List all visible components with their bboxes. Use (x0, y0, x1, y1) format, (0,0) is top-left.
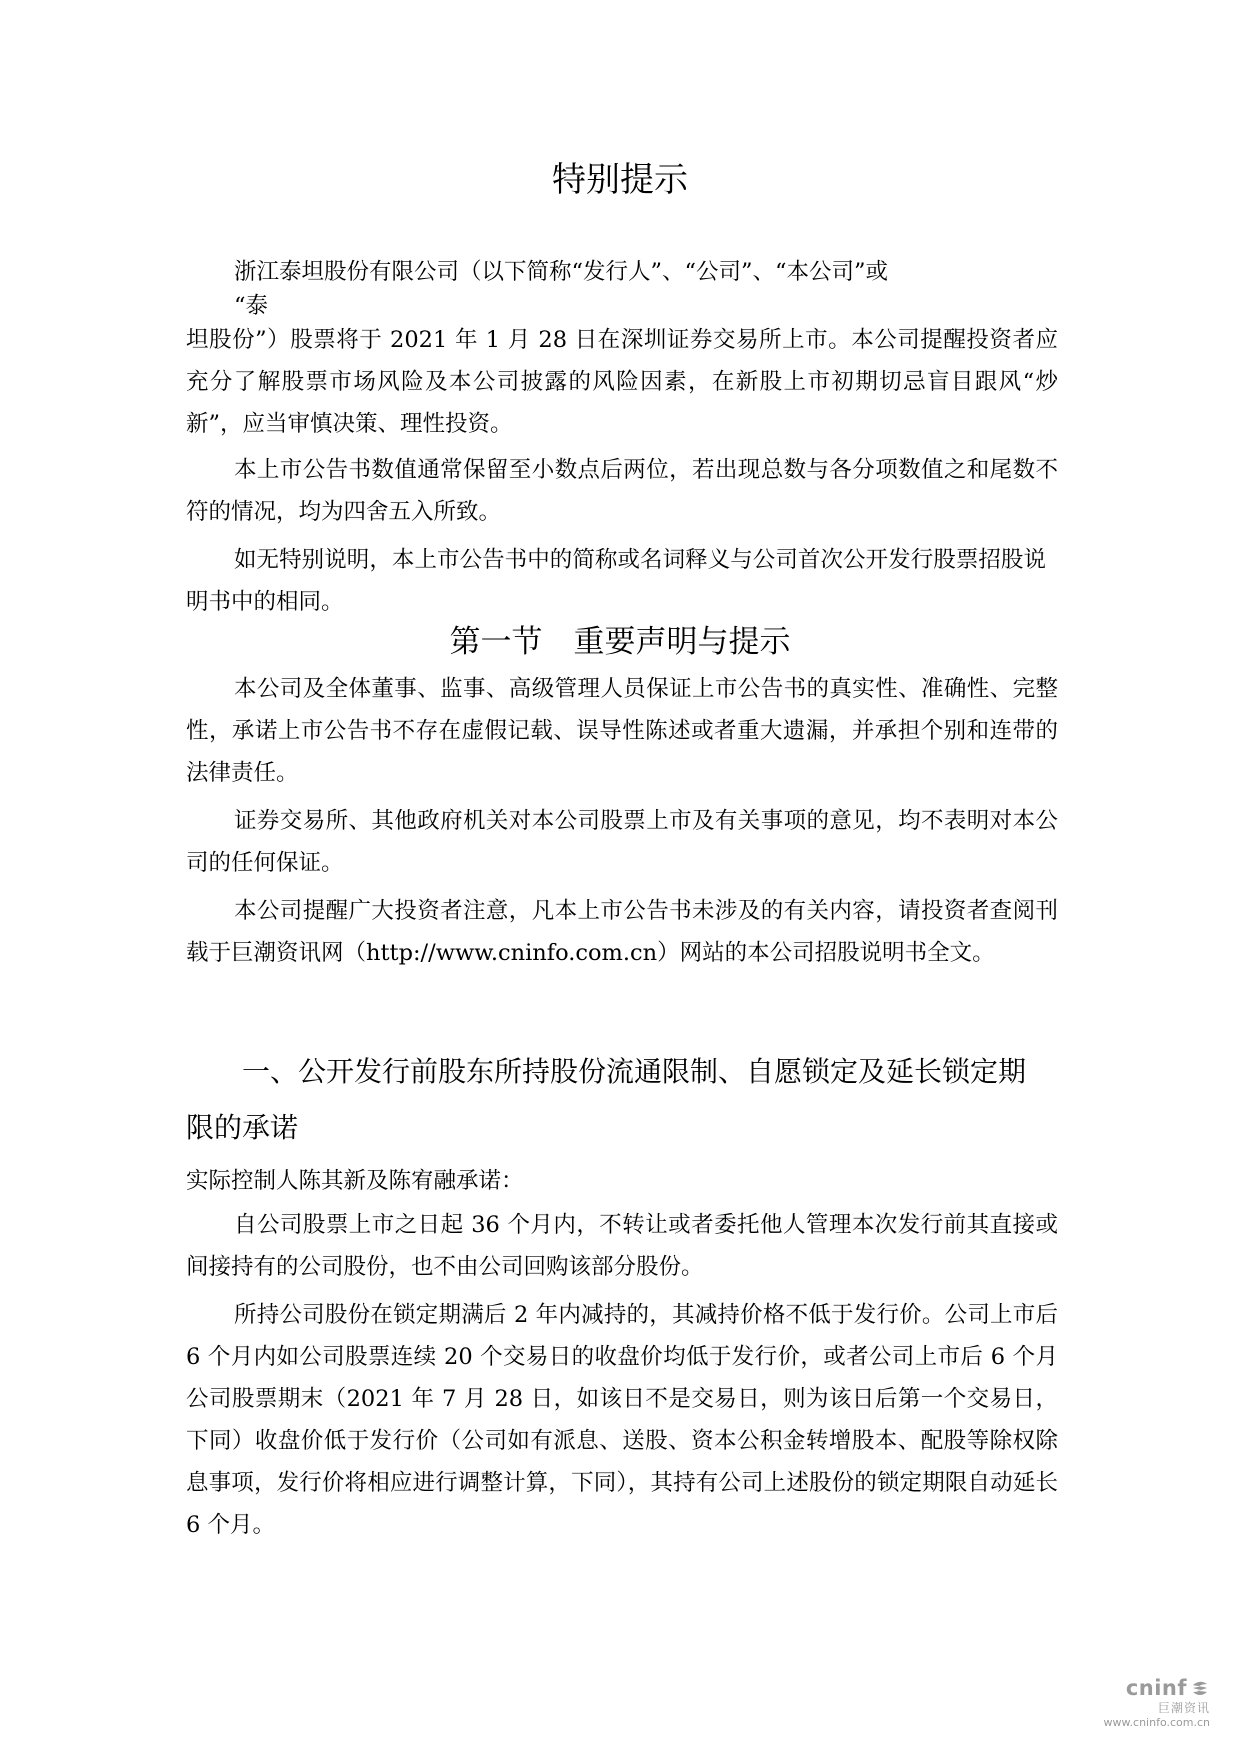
cninfo-swirl-icon (1190, 1678, 1210, 1698)
page-title: 特别提示 (552, 160, 688, 200)
subsection-paragraph-2: 所持公司股份在锁定期满后 2 年内减持的，其减持价格不低于发行价。公司上市后 6 个月内如公司股票连续 20 个交易日的收盘价均低于发行价，或者公司上市后 6 个月公司股票期末（2021 年 7 月 28 日，如该日不是交易日，则为该日后第一个交易日，下同）收盘价低于发行价（公司如有派息、送股、资本公积金转增股本、配股等除权除息事项，发行价将相应进行调整计算，下同），其持有公司上述股份的锁定期限自动延长 6 个月。 (186, 1302, 1058, 1538)
intro-paragraph-2: 本上市公告书数值通常保留至小数点后两位，若出现总数与各分项数值之和尾数不符的情况，均为四舍五入所致。 (186, 457, 1058, 525)
section-paragraph-1: 本公司及全体董事、监事、高级管理人员保证上市公告书的真实性、准确性、完整性，承诺上市公告书不存在虚假记载、误导性陈述或者重大遗漏，并承担个别和连带的法律责任。 (186, 676, 1058, 786)
intro-paragraph-1-continued: 坦股份”）股票将于 2021 年 1 月 28 日在深圳证券交易所上市。本公司提醒投资者应充分了解股票市场风险及本公司披露的风险因素，在新股上市初期切忌盲目跟风“炒新”，应当审慎决策、理性投资。 (186, 327, 1058, 437)
intro-paragraph-1-line-1: 浙江泰坦股份有限公司（以下简称“发行人”、“公司”、“本公司”或 (234, 259, 889, 285)
subsection-heading-line-1: 一、公开发行前股东所持股份流通限制、自愿锁定及延长锁定期 (242, 1055, 1027, 1088)
watermark-url: www.cninfo.com.cn (1103, 1716, 1210, 1729)
section-heading: 第一节 重要声明与提示 (449, 624, 791, 660)
intro-paragraph-3: 如无特别说明，本上市公告书中的简称或名词释义与公司首次公开发行股票招股说明书中的相同。 (186, 547, 1046, 615)
intro-paragraph-1-line-2: “泰 (234, 293, 269, 319)
subsection-heading-line-2: 限的承诺 (186, 1111, 299, 1144)
cninfo-watermark (1080, 1676, 1210, 1740)
subsection-paragraph-1: 自公司股票上市之日起 36 个月内，不转让或者委托他人管理本次发行前其直接或间接持有的公司股份，也不由公司回购该部分股份。 (186, 1212, 1058, 1280)
watermark-brand: cninf (1125, 1676, 1187, 1700)
section-paragraph-2: 证券交易所、其他政府机关对本公司股票上市及有关事项的意见，均不表明对本公司的任何保证。 (186, 808, 1058, 876)
watermark-chinese: 巨潮资讯 (1157, 1701, 1210, 1715)
subsection-lead: 实际控制人陈其新及陈宥融承诺： (186, 1168, 524, 1194)
section-paragraph-3: 本公司提醒广大投资者注意，凡本上市公告书未涉及的有关内容，请投资者查阅刊载于巨潮资讯网（http://www.cninfo.com.cn）网站的本公司招股说明书全文。 (186, 898, 1058, 966)
